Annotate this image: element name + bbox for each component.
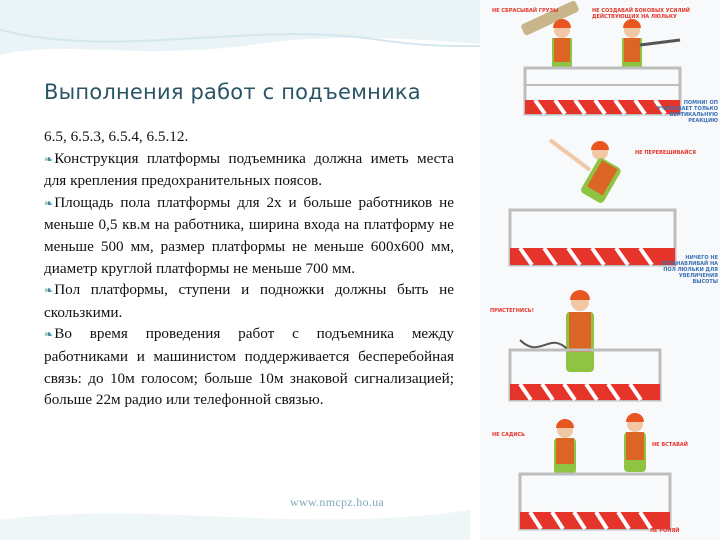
paragraph-belt-mounts: ❧Конструкция платформы подъемника должна иметь места для крепления предохранительных поясов. (44, 149, 454, 190)
caption-no-throw: НЕ СБРАСЫВАЙ ГРУЗЫ (492, 8, 559, 14)
paragraph-communication: ❧Во время проведения работ с подъемника между работниками и машинистом поддерживается бесперебойная связь: до 10м голосом; больше 10м знаковой сигнализацией; больше 22м радио или телефонной связью. (44, 325, 454, 409)
caption-no-stand: НЕ ВСТАВАЙ (652, 442, 688, 448)
slide-title: Выполнения работ с подъемника (44, 80, 421, 104)
safety-illustration (480, 0, 720, 540)
caption-fasten: ПРИСТЕГНИСЬ! (490, 308, 534, 314)
bullet-icon: ❧ (44, 152, 54, 166)
caption-no-lean: НЕ ПЕРЕВЕШИВАЙСЯ (635, 150, 696, 156)
caption-nothing-on-floor: НИЧЕГО НЕ УСТАНАВЛИВАЙ НА ПОЛ ЛЮЛЬКИ ДЛЯ УВЕЛИЧЕНИЯ ВЫСОТЫ (661, 255, 718, 285)
bullet-icon: ❧ (44, 196, 54, 210)
panel-no-sit-illustration (480, 410, 720, 540)
caption-remember: ПОМНИ! ОП УЧИТЫВАЕТ ТОЛЬКО ВЕРТИКАЛЬНУЮ РЕАКЦИЮ (657, 100, 718, 124)
paragraph-non-slip: ❧Пол платформы, ступени и подножки должны быть не скользкими. (44, 281, 454, 321)
caption-no-drop: НЕ РОНЯЙ (650, 528, 680, 534)
bullet-icon: ❧ (44, 284, 54, 298)
paragraph-platform-area: ❧Площадь пола платформы для 2х и больше работников не меньше 0,5 кв.м на работника, ширина входа на платформу не меньше 500 мм, размер платформы не меньше 600х600 мм, диаметр круглой платформы не меньше 700 мм. (44, 193, 454, 277)
bullet-icon: ❧ (44, 328, 54, 342)
caption-no-sit: НЕ САДИСЬ (492, 432, 525, 438)
panel-fasten-illustration (480, 280, 720, 410)
slide-body (44, 126, 454, 411)
footer-url: www.nmcpz.ho.ua (290, 495, 385, 509)
paragraph-reference: 6.5, 6.5.3, 6.5.4, 6.5.12. (44, 128, 189, 145)
caption-no-side-force: НЕ СОЗДАВАЙ БОКОВЫХ УСИЛИЙ ДЕЙСТВУЮЩИХ НА ЛЮЛЬКУ (592, 8, 690, 20)
